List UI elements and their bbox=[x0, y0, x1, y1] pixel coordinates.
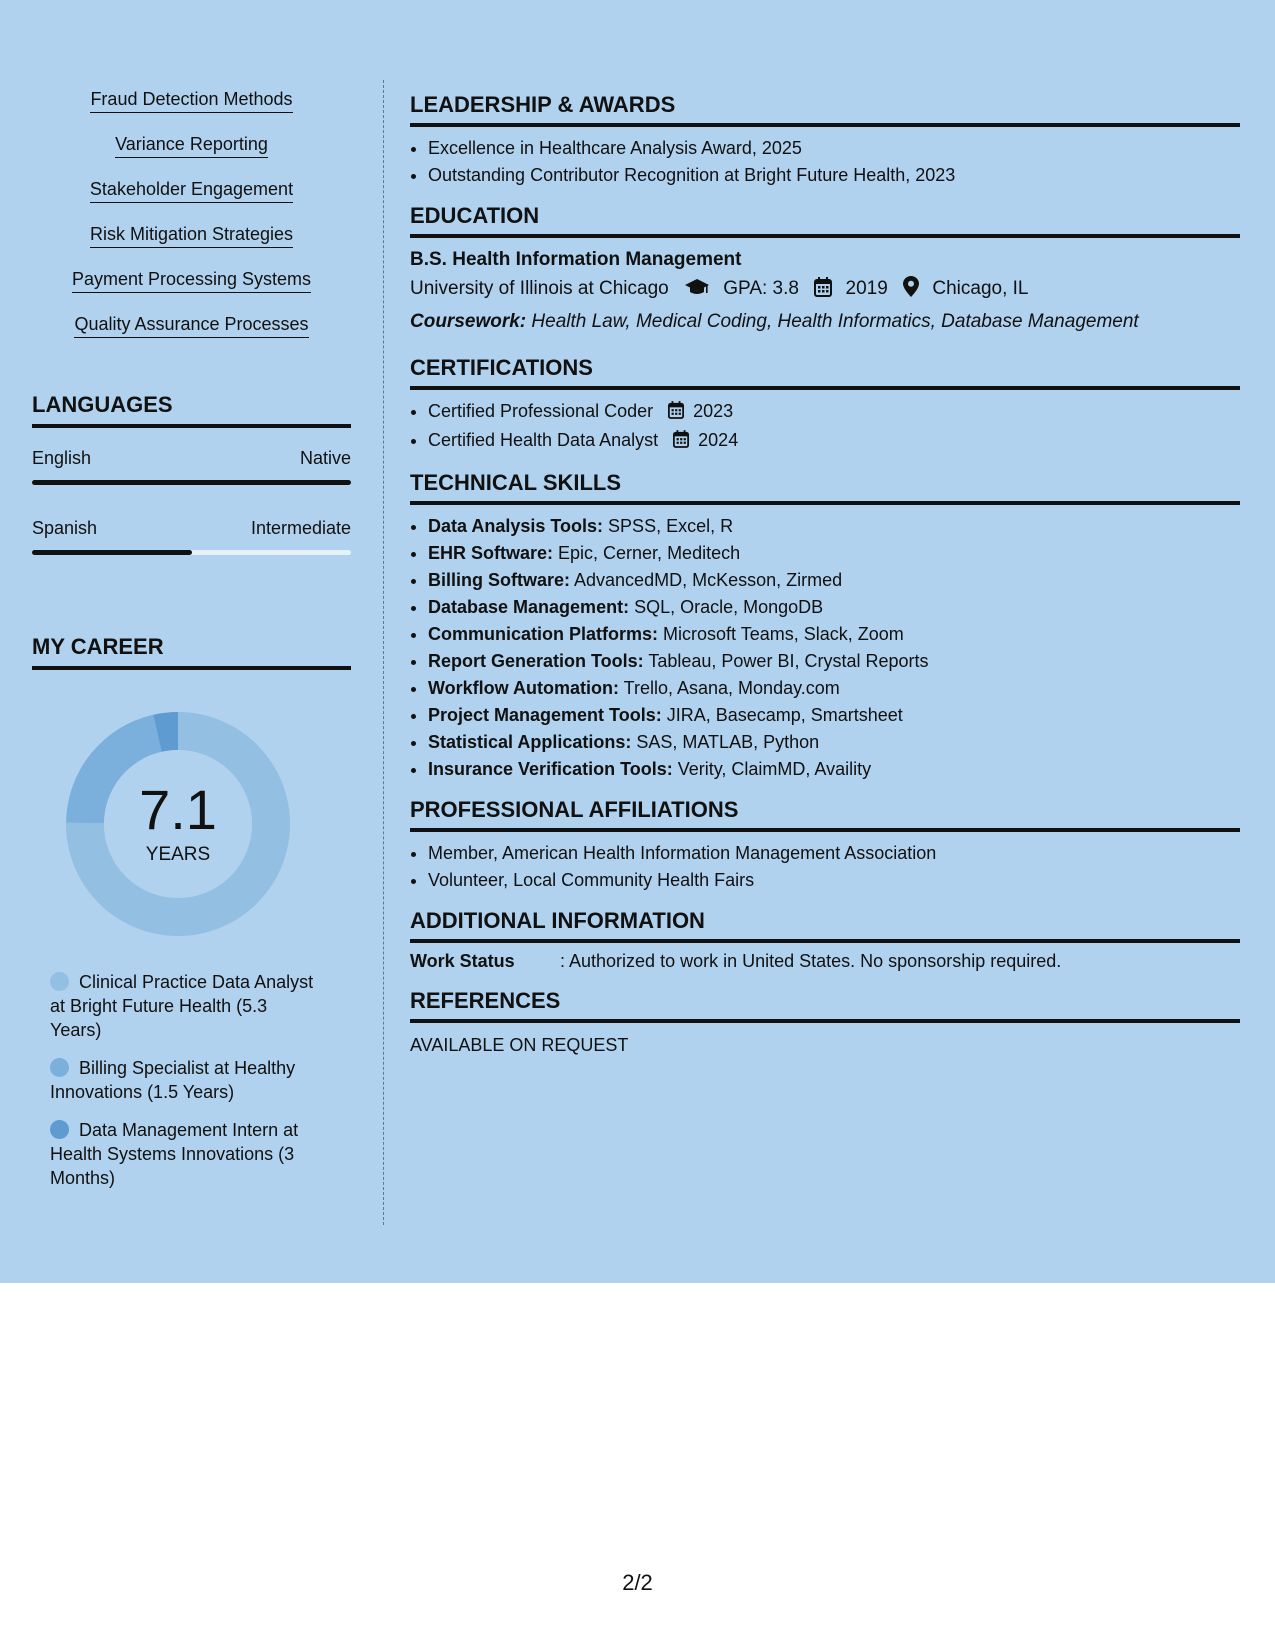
language-level: Native bbox=[299, 448, 351, 468]
legend-item bbox=[50, 970, 320, 1042]
career-donut-chart bbox=[66, 712, 290, 936]
certifications-heading: CERTIFICATIONS bbox=[410, 355, 1240, 390]
graduation-cap-icon bbox=[684, 277, 710, 307]
education-heading: EDUCATION bbox=[410, 203, 1240, 238]
legend-label: Data Management Intern at Health Systems Innovations (3 Months) bbox=[50, 1120, 299, 1188]
skill-values: Verity, ClaimMD, Availity bbox=[672, 759, 872, 779]
skill-category: Billing Software: bbox=[428, 570, 571, 590]
gpa: GPA: 3.8 bbox=[723, 278, 799, 299]
calendar-icon bbox=[673, 429, 689, 456]
skill-values: Epic, Cerner, Meditech bbox=[553, 543, 741, 563]
location: Chicago, IL bbox=[932, 278, 1029, 299]
career-heading: MY CAREER bbox=[32, 634, 351, 670]
legend-dot bbox=[50, 1058, 69, 1077]
skill-values: SAS, MATLAB, Python bbox=[631, 732, 820, 752]
list-item bbox=[428, 702, 1240, 729]
left-column bbox=[32, 80, 351, 1188]
cert-year: 2024 bbox=[698, 430, 739, 450]
leadership-heading: LEADERSHIP & AWARDS bbox=[410, 92, 1240, 127]
legend-dot bbox=[50, 1120, 69, 1139]
career-unit: YEARS bbox=[145, 844, 211, 865]
list-item bbox=[428, 398, 1240, 427]
work-status-value: : Authorized to work in United States. No sponsorship required. bbox=[560, 951, 1062, 971]
skill-label: Quality Assurance Processes bbox=[74, 314, 308, 338]
additional-info-heading: ADDITIONAL INFORMATION bbox=[410, 908, 1240, 943]
cert-name: Certified Professional Coder bbox=[428, 401, 654, 421]
list-item: • Excellence in Healthcare Analysis Award, 2025 bbox=[428, 135, 1240, 162]
technical-skills-section bbox=[410, 470, 1240, 783]
list-item: • Member, American Health Information Management Association bbox=[428, 840, 1240, 867]
skill-category: Report Generation Tools: bbox=[428, 651, 644, 671]
language-bar-fill bbox=[32, 480, 351, 485]
skill-values: SPSS, Excel, R bbox=[603, 516, 734, 536]
language-bar bbox=[32, 550, 351, 555]
list-item bbox=[428, 594, 1240, 621]
skill-category: Communication Platforms: bbox=[428, 624, 659, 644]
skill-values: Tableau, Power BI, Crystal Reports bbox=[643, 651, 929, 671]
list-item bbox=[428, 567, 1240, 594]
work-status bbox=[410, 951, 1240, 972]
right-column bbox=[410, 92, 1240, 1056]
technical-skills-list bbox=[410, 513, 1240, 783]
list-item bbox=[428, 621, 1240, 648]
skill-item bbox=[32, 80, 351, 125]
skill-label: Fraud Detection Methods bbox=[90, 89, 292, 113]
language-name: Spanish bbox=[32, 518, 98, 538]
skill-item bbox=[32, 305, 351, 350]
skill-category: Workflow Automation: bbox=[428, 678, 619, 698]
list-item bbox=[428, 675, 1240, 702]
skill-item bbox=[32, 215, 351, 260]
career-total-years: 7.1 bbox=[139, 778, 217, 841]
skill-category: EHR Software: bbox=[428, 543, 554, 563]
skill-values: Trello, Asana, Monday.com bbox=[618, 678, 840, 698]
career-legend bbox=[50, 970, 320, 1204]
language-name: English bbox=[32, 448, 92, 468]
list-item bbox=[428, 513, 1240, 540]
legend-label: Clinical Practice Data Analyst at Bright Future Health (5.3 Years) bbox=[50, 972, 314, 1040]
references-text: AVAILABLE ON REQUEST bbox=[410, 1035, 629, 1055]
skill-label: Payment Processing Systems bbox=[72, 269, 311, 293]
references-heading: REFERENCES bbox=[410, 988, 1240, 1023]
skills-list bbox=[32, 80, 351, 350]
languages-heading: LANGUAGES bbox=[32, 392, 351, 428]
list-item bbox=[428, 756, 1240, 783]
certifications-list bbox=[410, 398, 1240, 456]
skill-category: Database Management: bbox=[428, 597, 630, 617]
skill-category: Data Analysis Tools: bbox=[428, 516, 604, 536]
school-name: University of Illinois at Chicago bbox=[410, 278, 669, 299]
skill-values: JIRA, Basecamp, Smartsheet bbox=[661, 705, 903, 725]
education-details bbox=[410, 274, 1240, 307]
list-item: • Volunteer, Local Community Health Fairs bbox=[428, 867, 1240, 894]
language-level: Intermediate bbox=[250, 518, 351, 538]
skill-values: Microsoft Teams, Slack, Zoom bbox=[658, 624, 904, 644]
leadership-section bbox=[410, 92, 1240, 189]
education-section bbox=[410, 203, 1240, 337]
legend-label: Billing Specialist at Healthy Innovations (1.5 Years) bbox=[50, 1058, 296, 1102]
list-item bbox=[428, 427, 1240, 456]
skill-item bbox=[32, 125, 351, 170]
language-bar-fill bbox=[32, 550, 192, 555]
skill-category: Project Management Tools: bbox=[428, 705, 662, 725]
map-pin-icon bbox=[903, 276, 919, 307]
calendar-icon bbox=[668, 400, 684, 427]
column-divider bbox=[383, 80, 384, 1225]
coursework-list: Health Law, Medical Coding, Health Informatics, Database Management bbox=[526, 311, 1139, 332]
references-section bbox=[410, 988, 1240, 1056]
coursework-label: Coursework: bbox=[410, 311, 527, 332]
calendar-icon bbox=[814, 277, 832, 307]
skill-label: Stakeholder Engagement bbox=[90, 179, 293, 203]
leadership-list bbox=[410, 135, 1240, 189]
work-status-label: Work Status bbox=[410, 951, 515, 971]
degree: B.S. Health Information Management bbox=[410, 249, 742, 270]
page-number: 2/2 bbox=[622, 1570, 653, 1595]
list-item bbox=[428, 540, 1240, 567]
cert-name: Certified Health Data Analyst bbox=[428, 430, 659, 450]
skill-values: AdvancedMD, McKesson, Zirmed bbox=[570, 570, 843, 590]
skill-category: Statistical Applications: bbox=[428, 732, 632, 752]
affiliations-section bbox=[410, 797, 1240, 894]
cert-year: 2023 bbox=[693, 401, 734, 421]
affiliations-heading: PROFESSIONAL AFFILIATIONS bbox=[410, 797, 1240, 832]
list-item bbox=[428, 648, 1240, 675]
skill-category: Insurance Verification Tools: bbox=[428, 759, 673, 779]
legend-dot bbox=[50, 972, 69, 991]
certifications-section bbox=[410, 355, 1240, 456]
skill-values: SQL, Oracle, MongoDB bbox=[629, 597, 824, 617]
skill-label: Variance Reporting bbox=[115, 134, 268, 158]
list-item: • Outstanding Contributor Recognition at Bright Future Health, 2023 bbox=[428, 162, 1240, 189]
graduation-year: 2019 bbox=[845, 278, 888, 299]
legend-item bbox=[50, 1118, 320, 1190]
affiliations-list bbox=[410, 840, 1240, 894]
coursework bbox=[410, 307, 1240, 337]
legend-item bbox=[50, 1056, 320, 1104]
skill-label: Risk Mitigation Strategies bbox=[90, 224, 293, 248]
skill-item bbox=[32, 170, 351, 215]
language-bar bbox=[32, 480, 351, 485]
list-item bbox=[428, 729, 1240, 756]
additional-info-section bbox=[410, 908, 1240, 972]
skill-item bbox=[32, 260, 351, 305]
technical-skills-heading: TECHNICAL SKILLS bbox=[410, 470, 1240, 505]
